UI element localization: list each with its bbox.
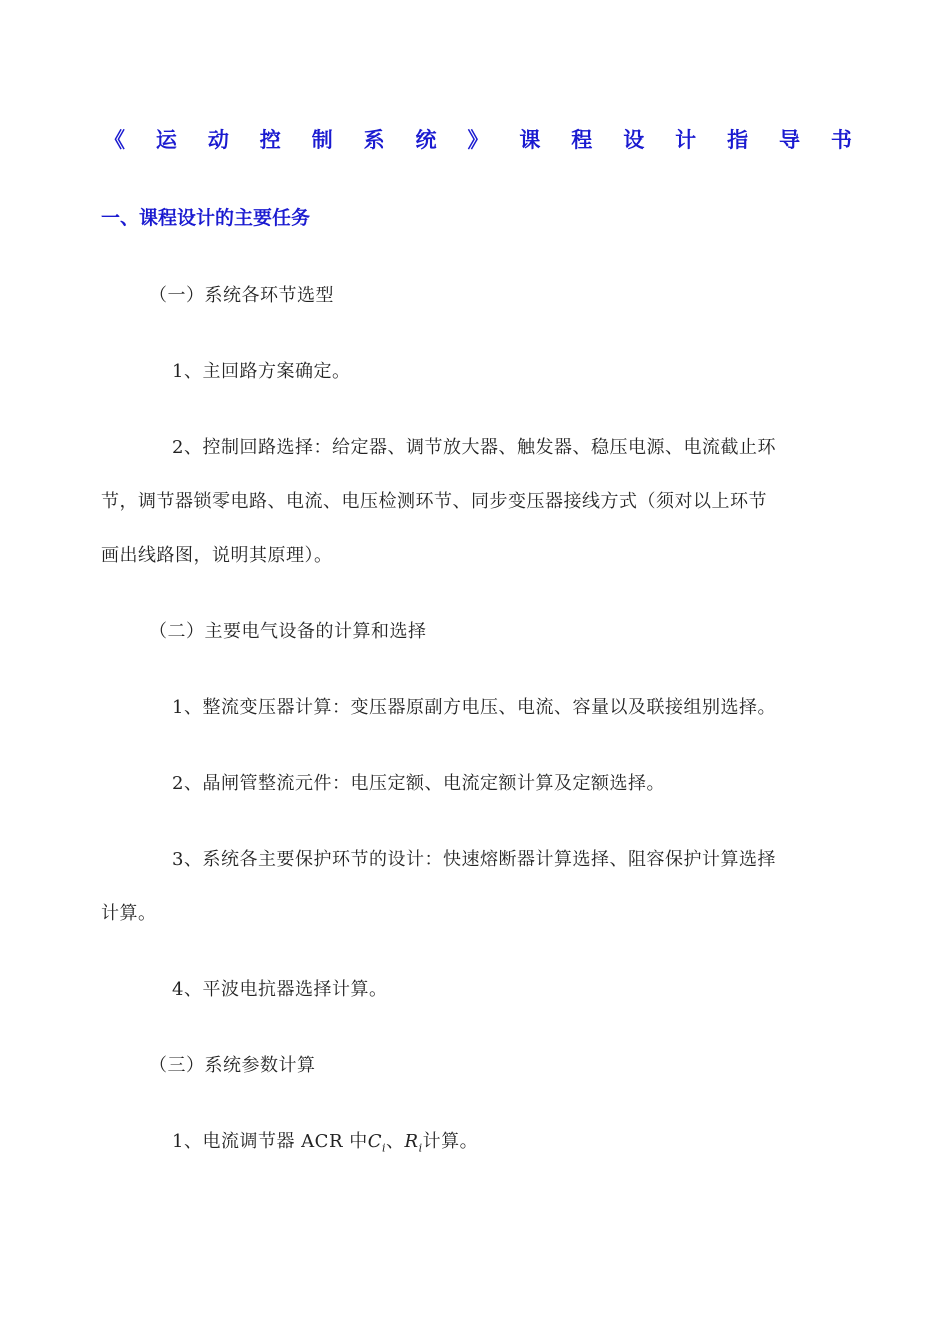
paragraph-2-2: 2、晶闸管整流元件：电压定额、电流定额计算及定额选择。 (172, 773, 665, 794)
subsection-heading-3: （三）系统参数计算 (149, 1055, 316, 1076)
title-char: 系 (363, 128, 385, 152)
paragraph-2-3-line1: 3、系统各主要保护环节的设计：快速熔断器计算选择、阻容保护计算选择 (172, 849, 776, 870)
title-char: 动 (207, 128, 229, 152)
math-symbol-ri-base: R (404, 1131, 419, 1152)
title-char: 《 (104, 128, 125, 152)
section-heading: 一、课程设计的主要任务 (101, 207, 311, 229)
title-char: 运 (155, 128, 177, 152)
paragraph-2-4: 4、平波电抗器选择计算。 (172, 979, 388, 1000)
math-symbol-ri (404, 1131, 423, 1155)
title-char: 程 (571, 128, 593, 152)
title-char: 书 (830, 128, 852, 152)
title-char: 设 (623, 128, 645, 152)
math-symbol-ci-base: C (367, 1131, 383, 1152)
math-symbol-ri-subscript: i (418, 1141, 423, 1155)
document-title (104, 124, 852, 154)
title-char: 课 (519, 128, 541, 152)
paragraph-1-1: 1、主回路方案确定。 (172, 361, 351, 382)
paragraph-3-1-separator: 、 (386, 1131, 405, 1152)
subsection-heading-2: （二）主要电气设备的计算和选择 (149, 621, 427, 642)
math-symbol-ci-subscript: i (382, 1141, 387, 1155)
paragraph-1-2-line3: 画出线路图，说明其原理）。 (101, 545, 333, 566)
paragraph-2-3-line2: 计算。 (101, 903, 157, 924)
paragraph-2-1: 1、整流变压器计算：变压器原副方电压、电流、容量以及联接组别选择。 (172, 697, 776, 718)
title-char: 》 (467, 128, 489, 152)
title-char: 计 (675, 128, 697, 152)
paragraph-3-1-suffix: 计算。 (422, 1131, 479, 1152)
paragraph-1-2-line1: 2、控制回路选择：给定器、调节放大器、触发器、稳压电源、电流截止环 (172, 437, 776, 458)
title-char: 统 (415, 128, 437, 152)
math-symbol-ci (367, 1131, 387, 1155)
paragraph-3-1 (172, 1127, 478, 1155)
title-char: 控 (259, 128, 281, 152)
paragraph-1-2-line2: 节，调节器锁零电路、电流、电压检测环节、同步变压器接线方式（须对以上环节 (101, 491, 767, 512)
title-char: 导 (778, 128, 800, 152)
title-char: 指 (727, 128, 749, 152)
subsection-heading-1: （一）系统各环节选型 (149, 285, 334, 306)
paragraph-3-1-prefix: 1、电流调节器 ACR 中 (172, 1131, 368, 1152)
title-char: 制 (311, 128, 333, 152)
